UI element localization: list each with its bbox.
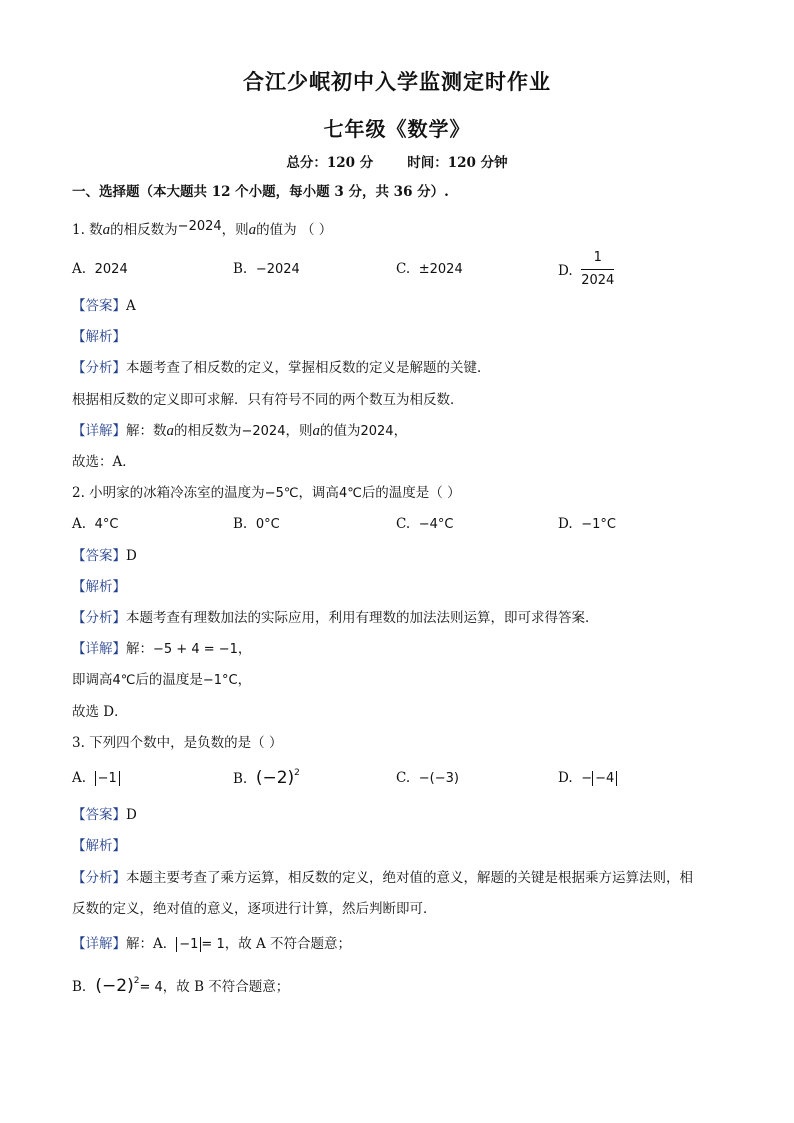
q3-fenxi: 【分析】本题主要考查了乘方运算，相反数的定义，绝对值的意义，解题的关键是根据乘方运算法则，相: [72, 870, 693, 886]
exam-meta: [0, 151, 794, 171]
q1-fenxi-2: 根据相反数的定义即可求解．只有符号不同的两个数互为相反数．: [72, 392, 464, 408]
q1-option-c: C. ±2024: [396, 261, 463, 277]
q2-answer: 【答案】D: [72, 548, 137, 564]
q2-option-b: B. 0°C: [233, 516, 280, 532]
q3-fenxi-2: 反数的定义，绝对值的意义，逐项进行计算，然后判断即可．: [72, 901, 437, 917]
q2-detail: 【详解】解：−5 + 4 = −1，: [72, 641, 252, 657]
q2-fenxi: 【分析】本题考查有理数加法的实际应用，利用有理数的加法法则运算，即可求得答案．: [72, 610, 599, 626]
q3-option-a: A. −1: [72, 768, 120, 788]
document-subtitle: 七年级《数学》: [323, 117, 471, 141]
q2-analysis-tag: 【解析】: [72, 579, 126, 595]
q2-detail-2: 即调高4℃后的温度是−1°C，: [72, 672, 252, 688]
q1-option-b: B. −2024: [233, 261, 300, 277]
q1-detail: 【详解】解：数a的相反数为−2024，则a的值为2024，: [72, 423, 408, 439]
q1-option-a: A. 2024: [72, 261, 128, 277]
q2-option-a: A. 4°C: [72, 516, 119, 532]
question-1-stem: 1. 数a的相反数为−2024，则a的值为 （ ）: [72, 219, 333, 238]
q3-answer: 【答案】D: [72, 807, 137, 823]
absolute-value: −4: [592, 771, 617, 786]
document-title: 合江少岷初中入学监测定时作业: [243, 69, 551, 94]
fraction: $\frac{1}{2024}$: [581, 250, 615, 288]
section-heading: 一、选择题（本大题共 12 个小题，每小题 3 分，共 36 分）.: [72, 184, 449, 200]
q1-fenxi: 【分析】本题考查了相反数的定义，掌握相反数的定义是解题的关键．: [72, 360, 491, 376]
q1-conclusion: 故选：A．: [72, 454, 136, 470]
q3-option-b: B. $(-2)^2$: [233, 768, 300, 788]
absolute-value: −1: [95, 771, 120, 786]
exam-time: 时间：120 分钟: [407, 155, 508, 171]
absolute-value: −1: [176, 937, 201, 952]
q3-option-c: C. −(−3): [396, 770, 459, 786]
q1-analysis-tag: 【解析】: [72, 329, 126, 345]
q3-option-d: D. − −4: [558, 768, 617, 789]
q1-answer: 【答案】A: [72, 298, 136, 314]
q2-option-d: D. −1°C: [558, 516, 616, 532]
total-score: 总分：120 分: [286, 155, 374, 171]
question-3-stem: 3. 下列四个数中，是负数的是（ ）: [72, 735, 283, 751]
q1-option-d: D. $\frac{1}{2024}$: [558, 248, 614, 291]
question-2-stem: 2. 小明家的冰箱冷冻室的温度为−5℃，调高4℃后的温度是（ ）: [72, 485, 461, 501]
q3-detail: 【详解】解：A． −1 = 1，故 A 不符合题意；: [72, 936, 352, 952]
q3-analysis-tag: 【解析】: [72, 838, 126, 854]
q3-detail-b: B．$(-2)^2= 4$，故 B 不符合题意；: [72, 976, 290, 996]
q2-option-c: C. −4°C: [396, 516, 454, 532]
q2-conclusion: 故选 D．: [72, 704, 128, 720]
